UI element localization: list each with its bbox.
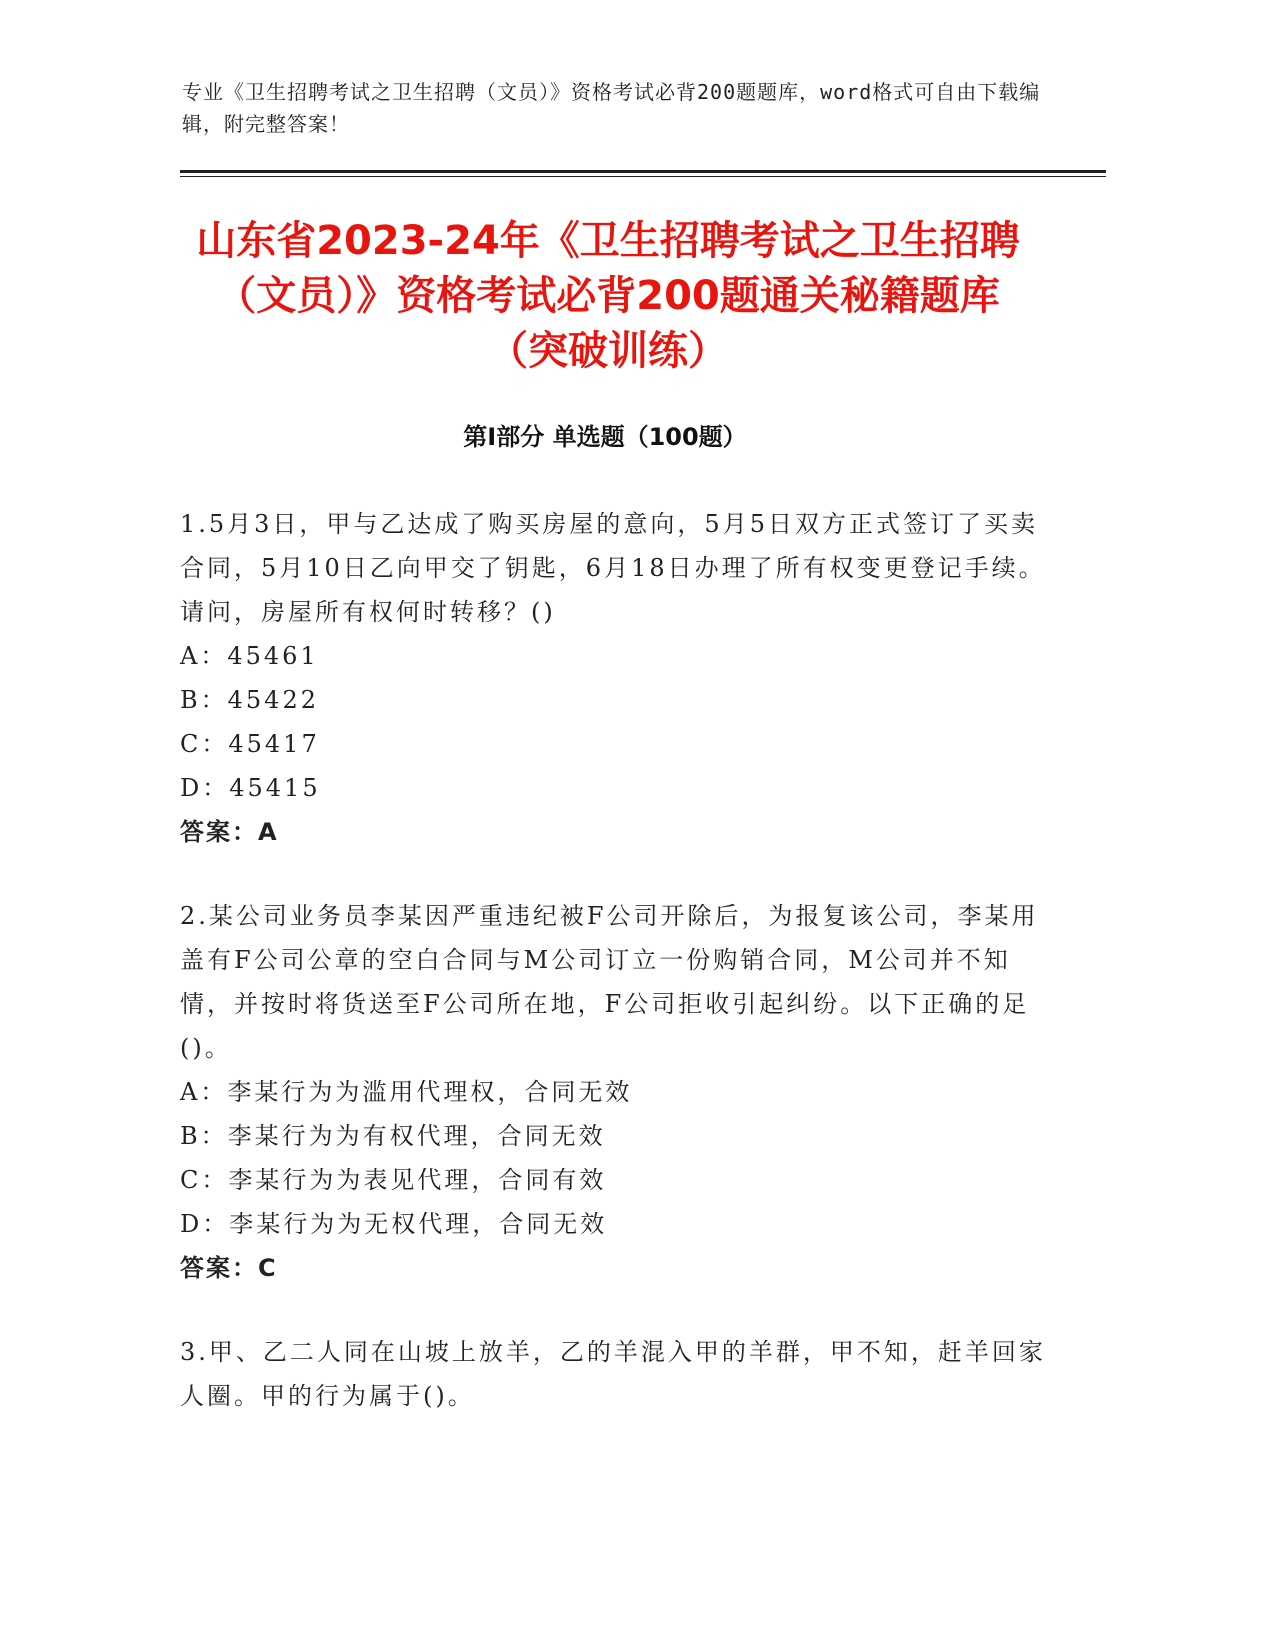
- question-2: [180, 894, 1050, 1290]
- option-a: A：45461: [180, 642, 319, 670]
- option-d: D：李某行为为无权代理，合同无效: [180, 1210, 608, 1238]
- document-title: 山东省2023-24年《卫生招聘考试之卫生招聘（文员）》资格考试必背200题通关秘籍题库（突破训练）: [196, 218, 1020, 374]
- question-text: 3.甲、乙二人同在山坡上放羊，乙的羊混入甲的羊群，甲不知，赶羊回家人圈。甲的行为属于()。: [180, 1338, 1046, 1410]
- header-note: 专业《卫生招聘考试之卫生招聘（文员）》资格考试必背200题题库，word格式可自由下载编辑，附完整答案！: [182, 80, 1041, 136]
- question-3: [180, 1330, 1050, 1418]
- option-c: C：45417: [180, 730, 320, 758]
- header-divider-thick: [180, 170, 1106, 173]
- option-d: D：45415: [180, 774, 321, 802]
- option-a: A：李某行为为滥用代理权，合同无效: [180, 1078, 633, 1106]
- answer: 答案：C: [180, 1254, 278, 1282]
- question-text: 2.某公司业务员李某因严重违纪被F公司开除后，为报复该公司，李某用盖有F公司公章的空白合同与M公司订立一份购销合同，M公司并不知情，并按时将货送至F公司所在地，F公司拒收引起纠纷。以下正确的足()。: [180, 902, 1039, 1062]
- header-divider-thin: [180, 176, 1106, 177]
- option-b: B：李某行为为有权代理，合同无效: [180, 1122, 606, 1150]
- option-c: C：李某行为为表见代理，合同有效: [180, 1166, 607, 1194]
- option-b: B：45422: [180, 686, 319, 714]
- question-text: 1.5月3日，甲与乙达成了购买房屋的意向，5月5日双方正式签订了买卖合同，5月10日乙向甲交了钥匙，6月18日办理了所有权变更登记手续。请问，房屋所有权何时转移？(): [180, 510, 1046, 626]
- section-heading: 第I部分 单选题（100题）: [463, 423, 747, 451]
- answer: 答案：A: [180, 818, 279, 846]
- question-1: [180, 502, 1050, 854]
